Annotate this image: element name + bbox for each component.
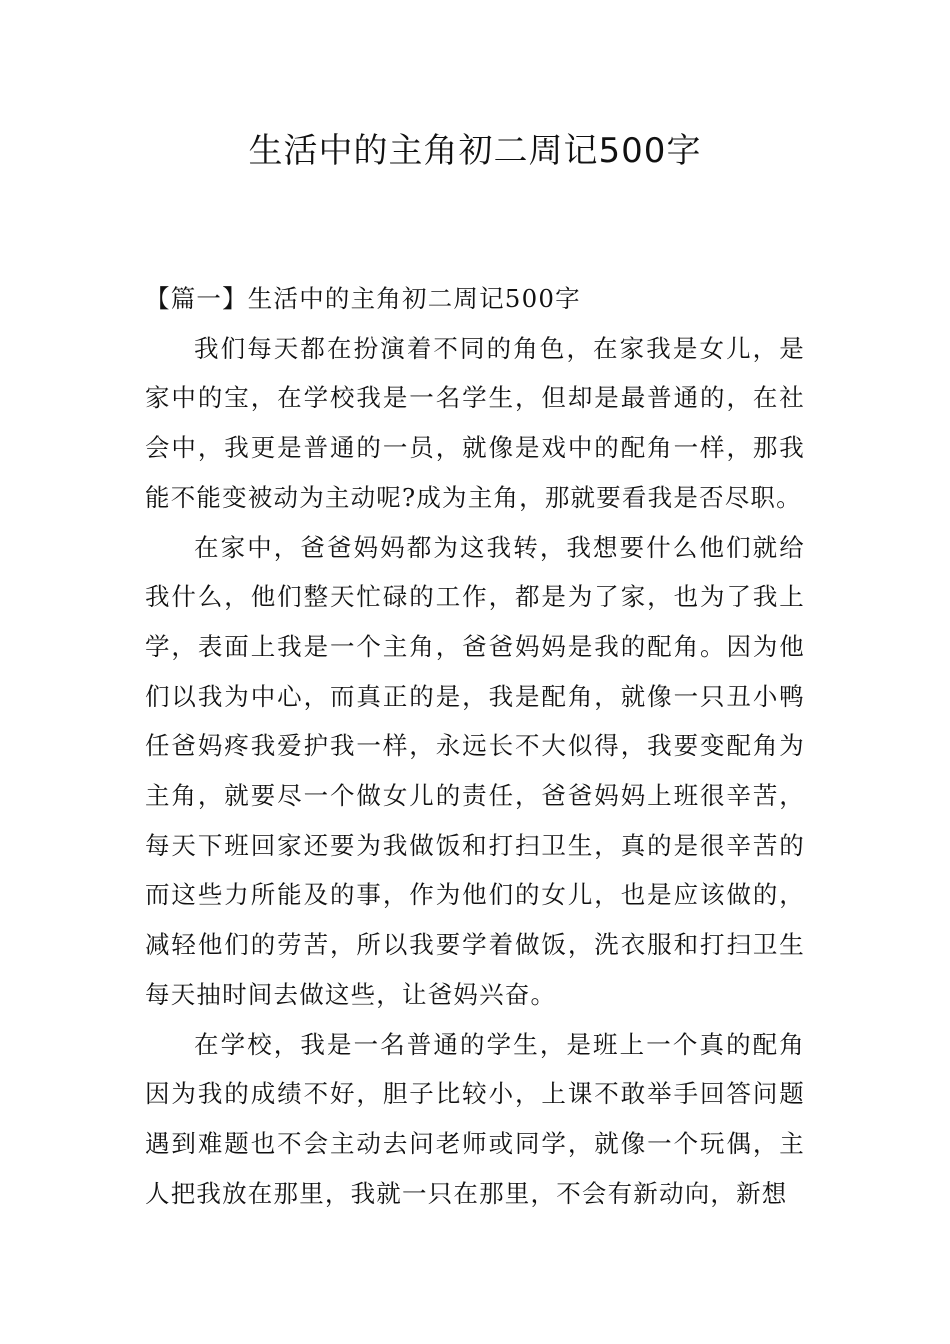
paragraph-2: 在家中，爸爸妈妈都为这我转，我想要什么他们就给我什么，他们整天忙碌的工作，都是为了家，也为了我上学，表面上我是一个主角，爸爸妈妈是我的配角。因为他们以我为中心，而真正的是，我是配角，就像一只丑小鸭任爸妈疼我爱护我一样，永远长不大似得，我要变配角为主角，就要尽一个做女儿的责任，爸爸妈妈上班很辛苦，每天下班回家还要为我做饭和打扫卫生，真的是很辛苦的而这些力所能及的事，作为他们的女儿，也是应该做的，减轻他们的劳苦，所以我要学着做饭，洗衣服和打扫卫生每天抽时间去做这些，让爸妈兴奋。	[145, 532, 805, 1009]
section-heading: 【篇一】生活中的主角初二周记500字	[145, 284, 581, 313]
document-body	[145, 274, 805, 1218]
document-title: 生活中的主角初二周记500字	[248, 131, 702, 171]
paragraph-1: 我们每天都在扮演着不同的角色，在家我是女儿，是家中的宝，在学校我是一名学生，但却是最普通的，在社会中，我更是普通的一员，就像是戏中的配角一样，那我能不能变被动为主动呢?成为主角，那就要看我是否尽职。	[145, 333, 805, 512]
paragraph-3: 在学校，我是一名普通的学生，是班上一个真的配角因为我的成绩不好，胆子比较小，上课不敢举手回答问题遇到难题也不会主动去问老师或同学，就像一个玩偶，主人把我放在那里，我就一只在那里，不会有新动向，新想	[145, 1029, 805, 1208]
